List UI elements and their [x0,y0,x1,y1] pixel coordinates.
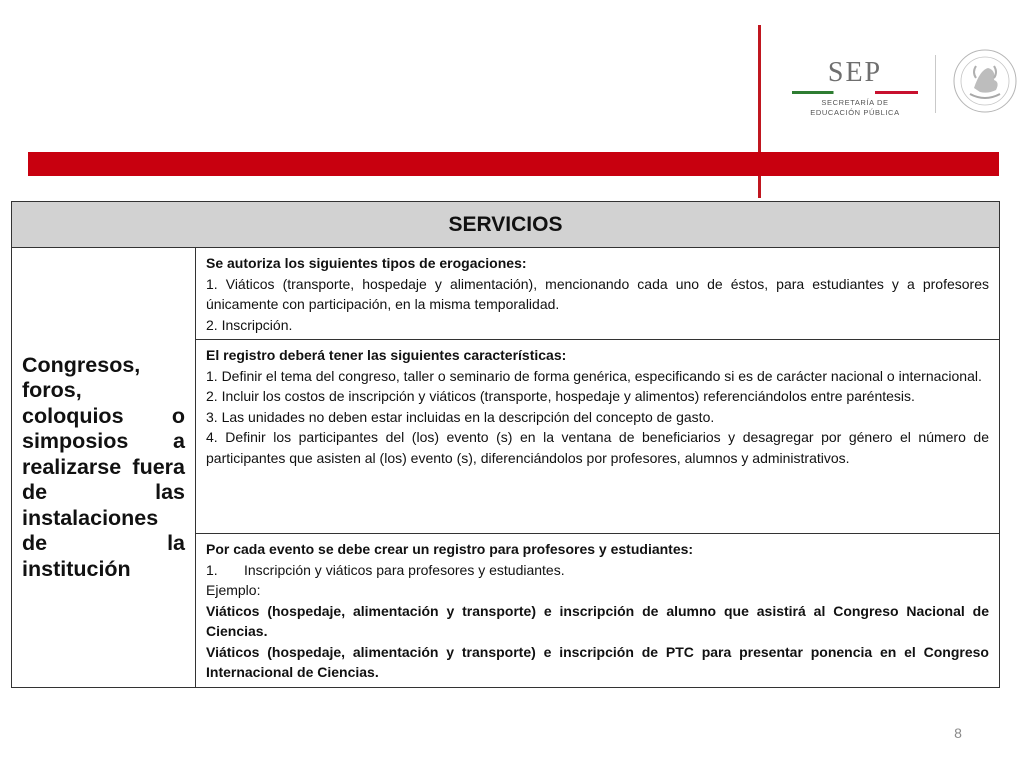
record-characteristics-cell [196,340,999,534]
national-seal-icon [950,48,1020,114]
category-text: Congresos, foros, coloquios o simposios a realizarse fuera de las instalaciones de la institución [22,352,185,581]
section2-item: 2. Incluir los costos de inscripción y viáticos (transporte, hospedaje y alimentos) referenciándolos entre paréntesis. [206,388,915,404]
event-records-cell [196,534,999,687]
page-number: 8 [954,725,962,741]
section2-item: 3. Las unidades no deben estar incluidas en la descripción del concepto de gasto. [206,408,715,425]
section2-title: El registro deberá tener las siguientes características: [206,347,567,363]
section1-title: Se autoriza los siguientes tipos de erogaciones: [206,255,527,271]
logo-subtitle-line2: EDUCACIÓN PÚBLICA [810,108,900,117]
section2-item: 1. Definir el tema del congreso, taller o seminario de forma genérica, especificando si es de carácter nacional o internacional. [206,367,982,384]
services-table [11,201,1000,688]
logo-flag-bar [792,91,918,94]
category-cell [12,248,196,687]
example-item: Viáticos (hospedaje, alimentación y transporte) e inscripción de alumno que asistirá al Congreso Nacional de Ciencias. [206,602,989,639]
table-header: SERVICIOS [12,202,999,248]
sep-logo [790,58,920,120]
example-item: Viáticos (hospedaje, alimentación y transporte) e inscripción de PTC para presentar ponencia en el Congreso Internacional de Ciencias. [206,643,989,680]
section1-item: 2. Inscripción. [206,316,293,333]
example-label: Ejemplo: [206,582,261,598]
section2-item: 4. Definir los participantes del (los) evento (s) en la ventana de beneficiarios y desagregar por género el número de participantes que asisten al (los) evento (s), diferenciándolos por profesores, alumnos y administrativos. [206,429,989,466]
section3-title: Por cada evento se debe crear un registro para profesores y estudiantes: [206,541,694,557]
logo-text: SEP [827,57,883,88]
section3-item-number: 1. [206,561,218,578]
section1-item: 1. Viáticos (transporte, hospedaje y alimentación), mencionando cada uno de éstos, para estudiantes y a profesores únicamente con participación, en la misma temporalidad. [206,275,989,312]
logo-divider [935,55,936,113]
authorized-expenses-cell [196,248,999,340]
section3-item [206,560,989,581]
section3-item-text: Inscripción y viáticos para profesores y estudiantes. [244,561,565,578]
logo-subtitle-line1: SECRETARÍA DE [821,98,889,107]
red-header-band [28,152,999,176]
